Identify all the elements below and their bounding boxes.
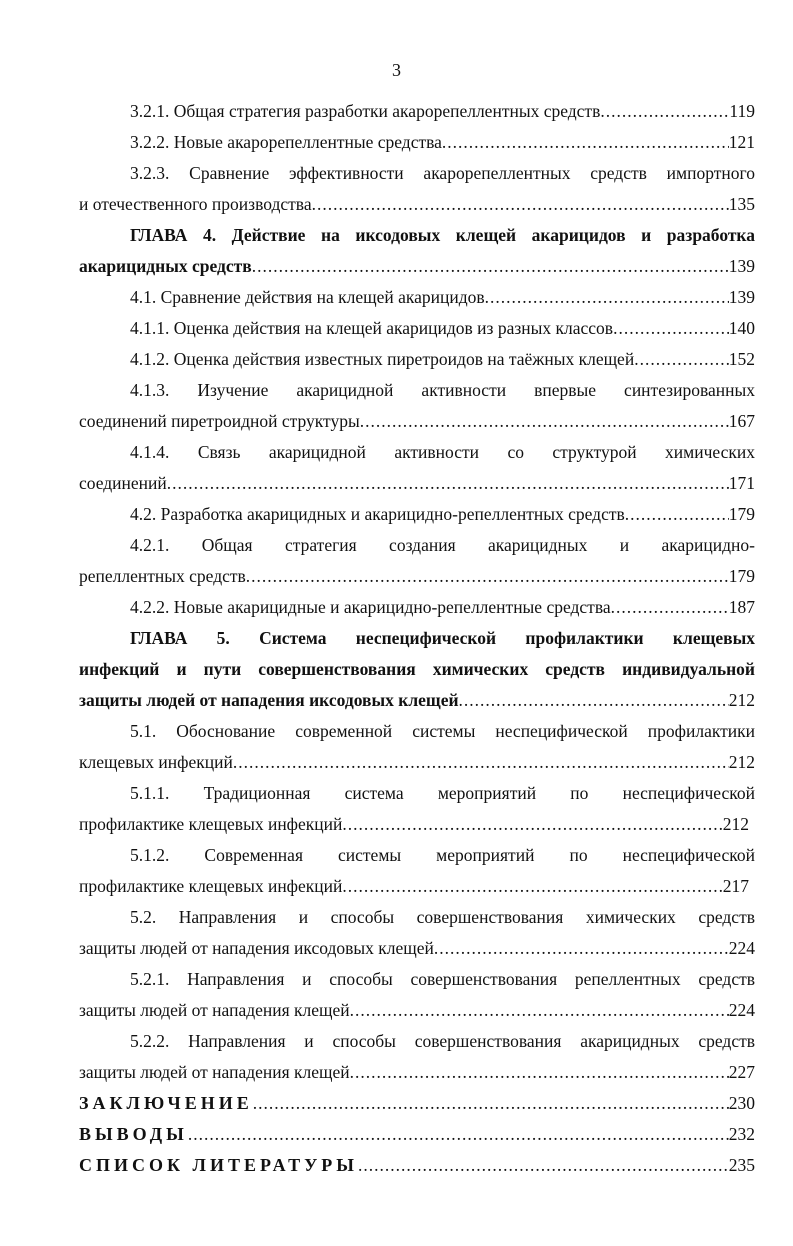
toc-entry-page: 224 [728, 1000, 755, 1020]
toc-entry-title: профилактике клещевых инфекций [79, 814, 343, 834]
leader-dots [167, 468, 729, 499]
toc-entry-line: 5.2.1. Направления и способы совершенствования репеллентных средств [130, 969, 755, 989]
leader-dots [634, 344, 729, 375]
leader-dots [252, 251, 729, 282]
leader-dots [613, 313, 729, 344]
leader-dots [350, 995, 729, 1026]
toc-entry-title: клещевых инфекций [79, 752, 233, 772]
toc-entry-title: 3.2.1. Общая стратегия разработки акарорепеллентных средств [130, 101, 601, 121]
toc-entry-line: ГЛАВА 5. Система неспецифической профилактики клещевых [130, 628, 755, 648]
toc-entry-title: СПИСОК ЛИТЕРАТУРЫ [79, 1155, 358, 1175]
leader-dots [233, 747, 729, 778]
toc-entry-title: ВЫВОДЫ [79, 1124, 188, 1144]
toc-entry-page: 152 [728, 349, 755, 369]
toc-entry-line: 4.1.4. Связь акарицидной активности со структурой химических [130, 442, 755, 462]
toc-entry-page: 230 [728, 1093, 755, 1113]
toc-entry-page: 187 [728, 597, 755, 617]
toc-entry-5-2-2 [79, 1026, 755, 1088]
toc-entry-line: 5.1.1. Традиционная система мероприятий по неспецифической [130, 783, 755, 803]
toc-entry-4-1-4 [79, 437, 755, 499]
toc-entry-3-2-1 [79, 96, 755, 127]
toc-entry-page: 212 [728, 752, 755, 772]
toc-entry-page: 121 [728, 132, 755, 152]
toc-entry-title: профилактике клещевых инфекций [79, 876, 343, 896]
toc-entry-findings [79, 1119, 755, 1150]
leader-dots [485, 282, 729, 313]
leader-dots [253, 1088, 729, 1119]
toc-entry-page: 135 [728, 194, 755, 214]
toc-entry-4-1 [79, 282, 755, 313]
leader-dots [246, 561, 729, 592]
toc-entry-page: 171 [728, 473, 755, 493]
toc-entry-page: 232 [728, 1124, 755, 1144]
toc-entry-5-1 [79, 716, 755, 778]
toc-entry-title: защиты людей от нападения клещей [79, 1062, 350, 1082]
toc-entry-title: 4.1.1. Оценка действия на клещей акарицидов из разных классов [130, 318, 614, 338]
table-of-contents [79, 96, 755, 1181]
toc-entry-title: ЗАКЛЮЧЕНИЕ [79, 1093, 253, 1113]
leader-dots [600, 96, 729, 127]
leader-dots [459, 685, 729, 716]
toc-entry-line: 5.2. Направления и способы совершенствования химических средств [130, 907, 755, 927]
toc-entry-page: 235 [728, 1155, 755, 1175]
toc-entry-4-1-2 [79, 344, 755, 375]
leader-dots [188, 1119, 729, 1150]
leader-dots [312, 189, 729, 220]
toc-entry-4-1-3 [79, 375, 755, 437]
toc-entry-page: 119 [729, 101, 755, 121]
toc-entry-page: 179 [728, 504, 755, 524]
toc-entry-title: акарицидных средств [79, 256, 252, 276]
toc-entry-title: защиты людей от нападения иксодовых клещей [79, 690, 459, 710]
toc-entry-5-1-1 [79, 778, 755, 840]
toc-entry-4-2-2 [79, 592, 755, 623]
toc-entry-chapter-4 [79, 220, 755, 282]
toc-entry-title: 4.1. Сравнение действия на клещей акарицидов [130, 287, 485, 307]
leader-dots [350, 1057, 729, 1088]
toc-entry-page: 224 [728, 938, 755, 958]
toc-entry-title: соединений пиретроидной структуры [79, 411, 360, 431]
toc-entry-page: 217 [722, 876, 749, 896]
toc-entry-line: инфекций и пути совершенствования химических средств индивидуальной [79, 659, 755, 679]
toc-entry-title: защиты людей от нападения иксодовых клещей [79, 938, 434, 958]
toc-entry-4-2 [79, 499, 755, 530]
toc-entry-3-2-3 [79, 158, 755, 220]
toc-entry-title: 4.1.2. Оценка действия известных пиретроидов на таёжных клещей [130, 349, 635, 369]
leader-dots [342, 809, 722, 840]
toc-entry-4-1-1 [79, 313, 755, 344]
leader-dots [611, 592, 729, 623]
toc-entry-3-2-2 [79, 127, 755, 158]
toc-entry-5-2 [79, 902, 755, 964]
toc-entry-references [79, 1150, 755, 1181]
page-number: 3 [392, 60, 401, 80]
toc-entry-5-2-1 [79, 964, 755, 1026]
toc-entry-page: 227 [728, 1062, 755, 1082]
toc-entry-5-1-2 [79, 840, 755, 902]
toc-entry-line: 3.2.3. Сравнение эффективности акарорепеллентных средств импортного [130, 163, 755, 183]
toc-entry-page: 139 [728, 256, 755, 276]
toc-entry-title: и отечественного производства [79, 194, 312, 214]
toc-entry-line: 4.2.1. Общая стратегия создания акарицидных и акарицидно- [130, 535, 755, 555]
leader-dots [442, 127, 729, 158]
leader-dots [342, 871, 722, 902]
toc-entry-page: 179 [728, 566, 755, 586]
toc-entry-line: ГЛАВА 4. Действие на иксодовых клещей акарицидов и разработка [130, 225, 755, 245]
leader-dots [434, 933, 729, 964]
toc-entry-title: 4.2. Разработка акарицидных и акарицидно-репеллентных средств [130, 504, 625, 524]
toc-entry-line: 4.1.3. Изучение акарицидной активности впервые синтезированных [130, 380, 755, 400]
toc-entry-chapter-5 [79, 623, 755, 716]
toc-entry-page: 212 [722, 814, 749, 834]
toc-entry-title: репеллентных средств [79, 566, 246, 586]
toc-entry-title: соединений [79, 473, 167, 493]
leader-dots [625, 499, 729, 530]
toc-entry-line: 5.1.2. Современная системы мероприятий по неспецифической [130, 845, 755, 865]
toc-entry-line: 5.2.2. Направления и способы совершенствования акарицидных средств [130, 1031, 755, 1051]
toc-entry-page: 140 [728, 318, 755, 338]
toc-entry-title: защиты людей от нападения клещей [79, 1000, 350, 1020]
toc-entry-page: 139 [728, 287, 755, 307]
toc-entry-conclusion [79, 1088, 755, 1119]
leader-dots [358, 1150, 729, 1181]
toc-entry-page: 212 [728, 690, 755, 710]
toc-entry-page: 167 [728, 411, 755, 431]
leader-dots [360, 406, 729, 437]
toc-entry-4-2-1 [79, 530, 755, 592]
toc-entry-title: 4.2.2. Новые акарицидные и акарицидно-репеллентные средства [130, 597, 611, 617]
toc-entry-line: 5.1. Обоснование современной системы неспецифической профилактики [130, 721, 755, 741]
toc-entry-title: 3.2.2. Новые акарорепеллентные средства [130, 132, 442, 152]
